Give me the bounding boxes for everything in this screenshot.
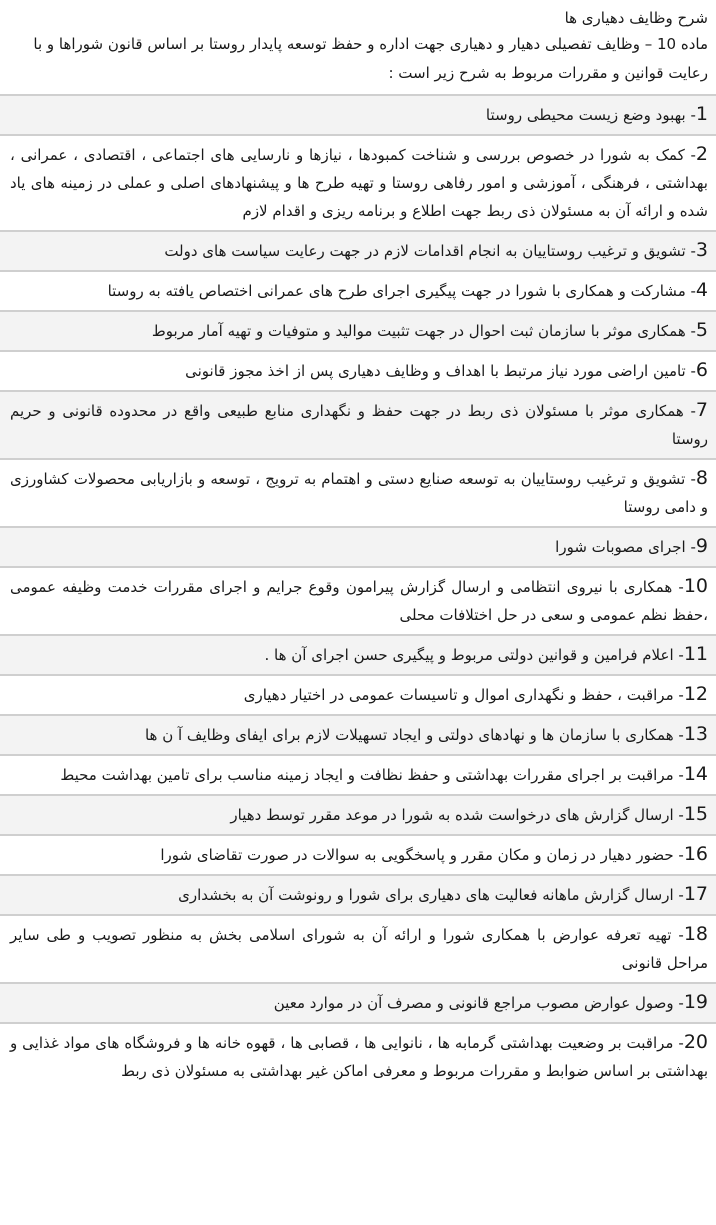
item-text: - همکاری موثر با مسئولان ذی ربط در جهت حفظ و نگهداری منابع طبیعی واقع در محدوده قانونی و حریم روستا (10, 402, 708, 448)
duties-list (0, 96, 716, 1090)
item-text: - اجرای مصوبات شورا (555, 538, 696, 556)
article-intro: ماده 10 – وظایف تفصیلی دهیار و دهیاری جهت اداره و حفظ توسعه پایدار روستا بر اساس قانون شوراها و با رعایت قوانین و مقررات مربوط به شرح زیر است : (33, 35, 708, 82)
item-text: - تشویق و ترغیب روستاییان به توسعه صنایع دستی و اهتمام به ترویج ، توسعه و بازاریابی محصولات کشاورزی و دامی روستا (10, 470, 708, 516)
item-text: - مشارکت و همکاری با شورا در جهت پیگیری اجرای طرح های عمرانی اختصاص یافته به روستا (107, 282, 696, 300)
list-item (0, 568, 716, 636)
list-item (0, 836, 716, 876)
item-number: 16 (683, 843, 708, 865)
item-number: 9 (695, 535, 708, 557)
item-number: 18 (683, 923, 708, 945)
item-text: - ارسال گزارش ماهانه فعالیت های دهیاری برای شورا و رونوشت آن به بخشداری (178, 886, 684, 904)
list-item (0, 1024, 716, 1090)
item-text: - مراقبت بر وضعیت بهداشتی گرمابه ها ، نانوایی ها ، قصابی ها ، قهوه خانه ها و فروشگاه های مواد غذایی و بهداشتی بر اساس ضوابط و مقررات مربوط و معرفی اماکن غیر بهداشتی به مسئولان ذی ربط (10, 1034, 708, 1080)
item-number: 13 (683, 723, 708, 745)
item-number: 15 (683, 803, 708, 825)
list-item (0, 636, 716, 676)
document-header (0, 0, 716, 96)
item-number: 1 (695, 103, 708, 125)
list-item (0, 96, 716, 136)
item-number: 19 (683, 991, 708, 1013)
item-text: - همکاری موثر با سازمان ثبت احوال در جهت تثبیت موالید و متوفیات و تهیه آمار مربوط (151, 322, 696, 340)
list-item (0, 916, 716, 984)
item-text: - کمک به شورا در خصوص بررسی و شناخت کمبودها ، نیازها و نارسایی های اجتماعی ، اقتصادی ، عمرانی ، بهداشتی ، فرهنگی ، آموزشی و امور رفاهی روستا و تهیه طرح ها و پیشنهادهای اصلی و عملی در زمینه های یاد شده و ارائه آن به مسئولان ذی ربط جهت اطلاع و برنامه ریزی و اقدام لازم (10, 146, 708, 220)
list-item (0, 756, 716, 796)
list-item (0, 716, 716, 756)
item-text: - تهیه تعرفه عوارض با همکاری شورا و ارائه آن به شورای اسلامی بخش به منظور تصویب و طی سایر مراحل قانونی (10, 926, 708, 972)
list-item (0, 460, 716, 528)
item-text: - ارسال گزارش های درخواست شده به شورا در موعد مقرر توسط دهیار (230, 806, 684, 824)
list-item (0, 272, 716, 312)
list-item (0, 352, 716, 392)
list-item (0, 312, 716, 352)
list-item (0, 676, 716, 716)
item-text: - تشویق و ترغیب روستاییان به انجام اقدامات لازم در جهت رعایت سیاست های دولت (164, 242, 696, 260)
document-title: شرح وظایف دهیاری ها (564, 9, 708, 27)
item-text: - همکاری با سازمان ها و نهادهای دولتی و ایجاد تسهیلات لازم برای ایفای وظایف آ ن ها (144, 726, 684, 744)
item-number: 6 (695, 359, 708, 381)
item-text: - مراقبت ، حفظ و نگهداری اموال و تاسیسات عمومی در اختیار دهیاری (243, 686, 684, 704)
item-number: 14 (683, 763, 708, 785)
item-text: - همکاری با نیروی انتظامی و ارسال گزارش پیرامون وقوع جرایم و اجرای مقررات خدمت وظیفه عمومی ،حفظ نظم عمومی و سعی در حل اختلافات محلی (10, 578, 708, 624)
item-number: 4 (695, 279, 708, 301)
item-number: 20 (683, 1031, 708, 1053)
item-text: - مراقبت بر اجرای مقررات بهداشتی و حفظ نظافت و ایجاد زمینه مناسب برای تامین بهداشت محیط (60, 766, 684, 784)
item-number: 12 (683, 683, 708, 705)
item-number: 17 (683, 883, 708, 905)
item-number: 10 (683, 575, 708, 597)
item-number: 5 (695, 319, 708, 341)
item-text: - وصول عوارض مصوب مراجع قانونی و مصرف آن در موارد معین (273, 994, 684, 1012)
item-text: - حضور دهیار در زمان و مکان مقرر و پاسخگویی به سوالات در صورت تقاضای شورا (160, 846, 684, 864)
list-item (0, 984, 716, 1024)
list-item (0, 232, 716, 272)
item-text: - تامین اراضی مورد نیاز مرتبط با اهداف و وظایف دهیاری پس از اخذ مجوز قانونی (185, 362, 696, 380)
list-item (0, 528, 716, 568)
list-item (0, 136, 716, 232)
list-item (0, 876, 716, 916)
list-item (0, 392, 716, 460)
item-number: 3 (695, 239, 708, 261)
item-number: 8 (695, 467, 708, 489)
item-text: - بهبود وضع زیست محیطی روستا (485, 106, 696, 124)
item-number: 11 (683, 643, 708, 665)
item-number: 2 (695, 143, 708, 165)
item-text: - اعلام فرامین و قوانین دولتی مربوط و پیگیری حسن اجرای آن ها . (264, 646, 684, 664)
item-number: 7 (695, 399, 708, 421)
list-item (0, 796, 716, 836)
